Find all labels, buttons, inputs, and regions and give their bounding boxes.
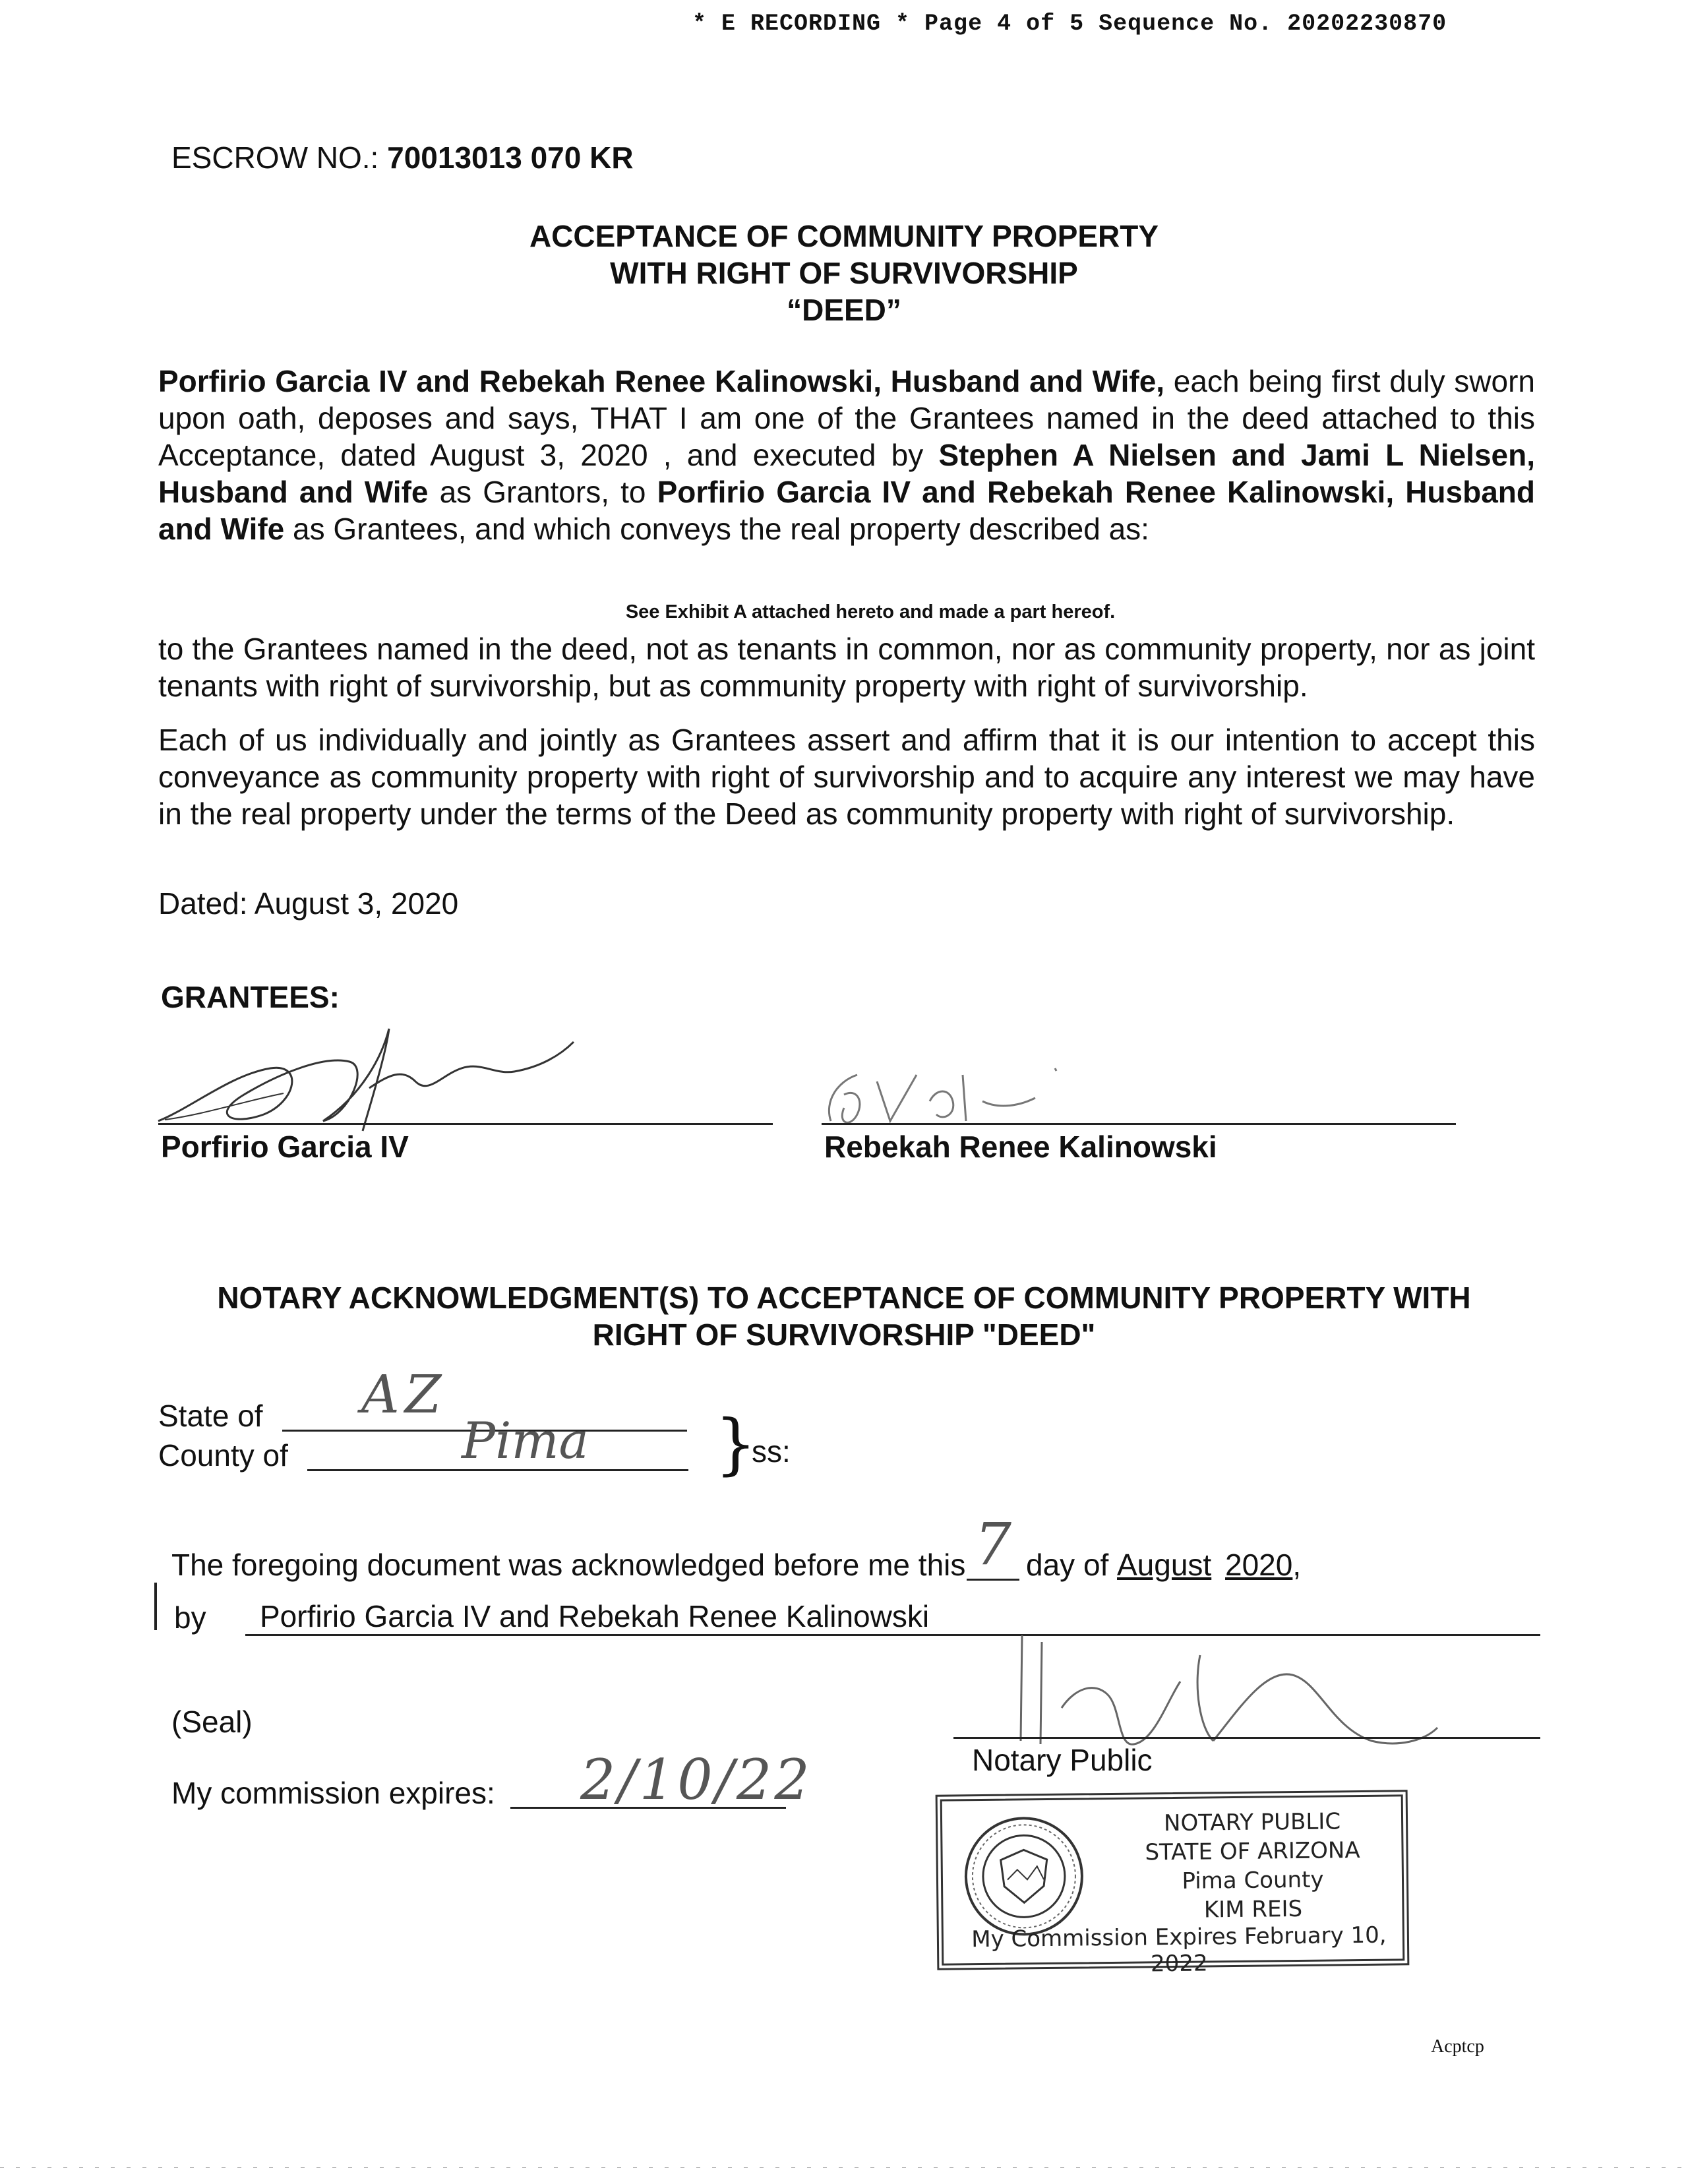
stamp-line-2: STATE OF ARIZONA: [1145, 1837, 1360, 1866]
notary-signature-line: [953, 1737, 1540, 1739]
comma: ,: [1292, 1548, 1302, 1582]
notary-stamp: [936, 1790, 1410, 1978]
signature-porfirio: [152, 1016, 587, 1134]
margin-mark: [154, 1583, 157, 1630]
stamp-line-1: NOTARY PUBLIC: [1163, 1808, 1341, 1837]
footer-mark: Acptcp: [1431, 2036, 1484, 2057]
escrow-number: 70013013 070 KR: [387, 140, 634, 175]
title-line-3: “DEED”: [787, 293, 901, 327]
exhibit-reference: See Exhibit A attached hereto and made a part hereof.: [625, 601, 1116, 622]
month-value: August: [1117, 1548, 1212, 1582]
commission-label: My commission expires:: [171, 1776, 495, 1810]
intention-paragraph: Each of us individually and jointly as Grantees assert and affirm that it is our intention to accept this conveyance as community property with right of survivorship and to acquire any interest we may have in the real property under the terms of the Deed as community property with right of survivorship.: [158, 723, 1535, 831]
stamp-line-4: KIM REIS: [1203, 1895, 1303, 1924]
recording-header: * E RECORDING * Page 4 of 5 Sequence No. 20202230870: [692, 11, 1447, 37]
signer-name-rebekah: Rebekah Renee Kalinowski: [824, 1130, 1217, 1164]
signature-notary: [1002, 1629, 1451, 1754]
conveyance-paragraph: to the Grantees named in the deed, not as tenants in common, nor as community property, nor as joint tenants with right of survivorship, but as community property with right of survivorship.: [158, 632, 1535, 703]
signature-line-rebekah: [822, 1123, 1456, 1125]
title-line-1: ACCEPTANCE OF COMMUNITY PROPERTY: [529, 219, 1159, 253]
seal-label: (Seal): [171, 1705, 253, 1739]
paragraph-text: as Grantees, and which conveys the real property described as:: [284, 512, 1149, 546]
notary-public-label: Notary Public: [972, 1743, 1153, 1777]
day-of-label: day of: [1026, 1548, 1109, 1582]
brace-glyph: }: [715, 1405, 757, 1482]
day-value: 7: [975, 1510, 1011, 1578]
grantees-names: Porfirio Garcia IV and Rebekah Renee Kalinowski, Husband and Wife,: [158, 364, 1165, 398]
by-label: by: [174, 1600, 206, 1635]
arizona-seal-icon: [961, 1813, 1087, 1939]
grantee-affidavit-paragraph: [158, 363, 1535, 547]
title-line-2: WITH RIGHT OF SURVIVORSHIP: [610, 256, 1078, 290]
state-value: AZ: [361, 1364, 447, 1425]
year-value: 2020: [1225, 1548, 1293, 1582]
by-value: Porfirio Garcia IV and Rebekah Renee Kalinowski: [260, 1599, 930, 1633]
scan-edge-marks: [0, 2164, 1688, 2171]
signature-line-porfirio: [158, 1123, 773, 1125]
signer-name-porfirio: Porfirio Garcia IV: [161, 1130, 409, 1164]
commission-value: 2/10/22: [580, 1747, 812, 1812]
grantees-names-2: Porfirio Garcia IV and Rebekah Renee Kalinowski, Husband and Wife: [158, 475, 1535, 546]
escrow-line: [171, 140, 634, 175]
dated-line: Dated: August 3, 2020: [158, 886, 459, 921]
paragraph-text: each being first duly sworn upon oath, deposes and says, THAT I am one of the Grantees named in the deed attached to this Acceptance, dated August 3, 2020 , and executed by: [158, 364, 1535, 472]
acknowledgment-text: The foregoing document was acknowledged before me this: [171, 1548, 966, 1582]
county-value: Pima: [462, 1411, 589, 1470]
stamp-line-5: My Commission Expires February 10, 2022: [971, 1922, 1387, 1978]
notary-heading-line-2: RIGHT OF SURVIVORSHIP "DEED": [592, 1318, 1096, 1352]
stamp-line-3: Pima County: [1182, 1866, 1324, 1895]
paragraph-text: as Grantors, to: [428, 475, 657, 509]
day-field-line: [967, 1579, 1019, 1581]
state-label: State of: [158, 1399, 263, 1433]
ss-label: ss:: [752, 1434, 791, 1469]
grantors-names: Stephen A Nielsen and Jami L Nielsen, Husband and Wife: [158, 438, 1535, 509]
notary-heading-line-1: NOTARY ACKNOWLEDGMENT(S) TO ACCEPTANCE OF COMMUNITY PROPERTY WITH: [217, 1281, 1471, 1315]
county-label: County of: [158, 1438, 288, 1472]
grantees-heading: GRANTEES:: [161, 980, 340, 1014]
escrow-label: ESCROW NO.:: [171, 140, 379, 175]
